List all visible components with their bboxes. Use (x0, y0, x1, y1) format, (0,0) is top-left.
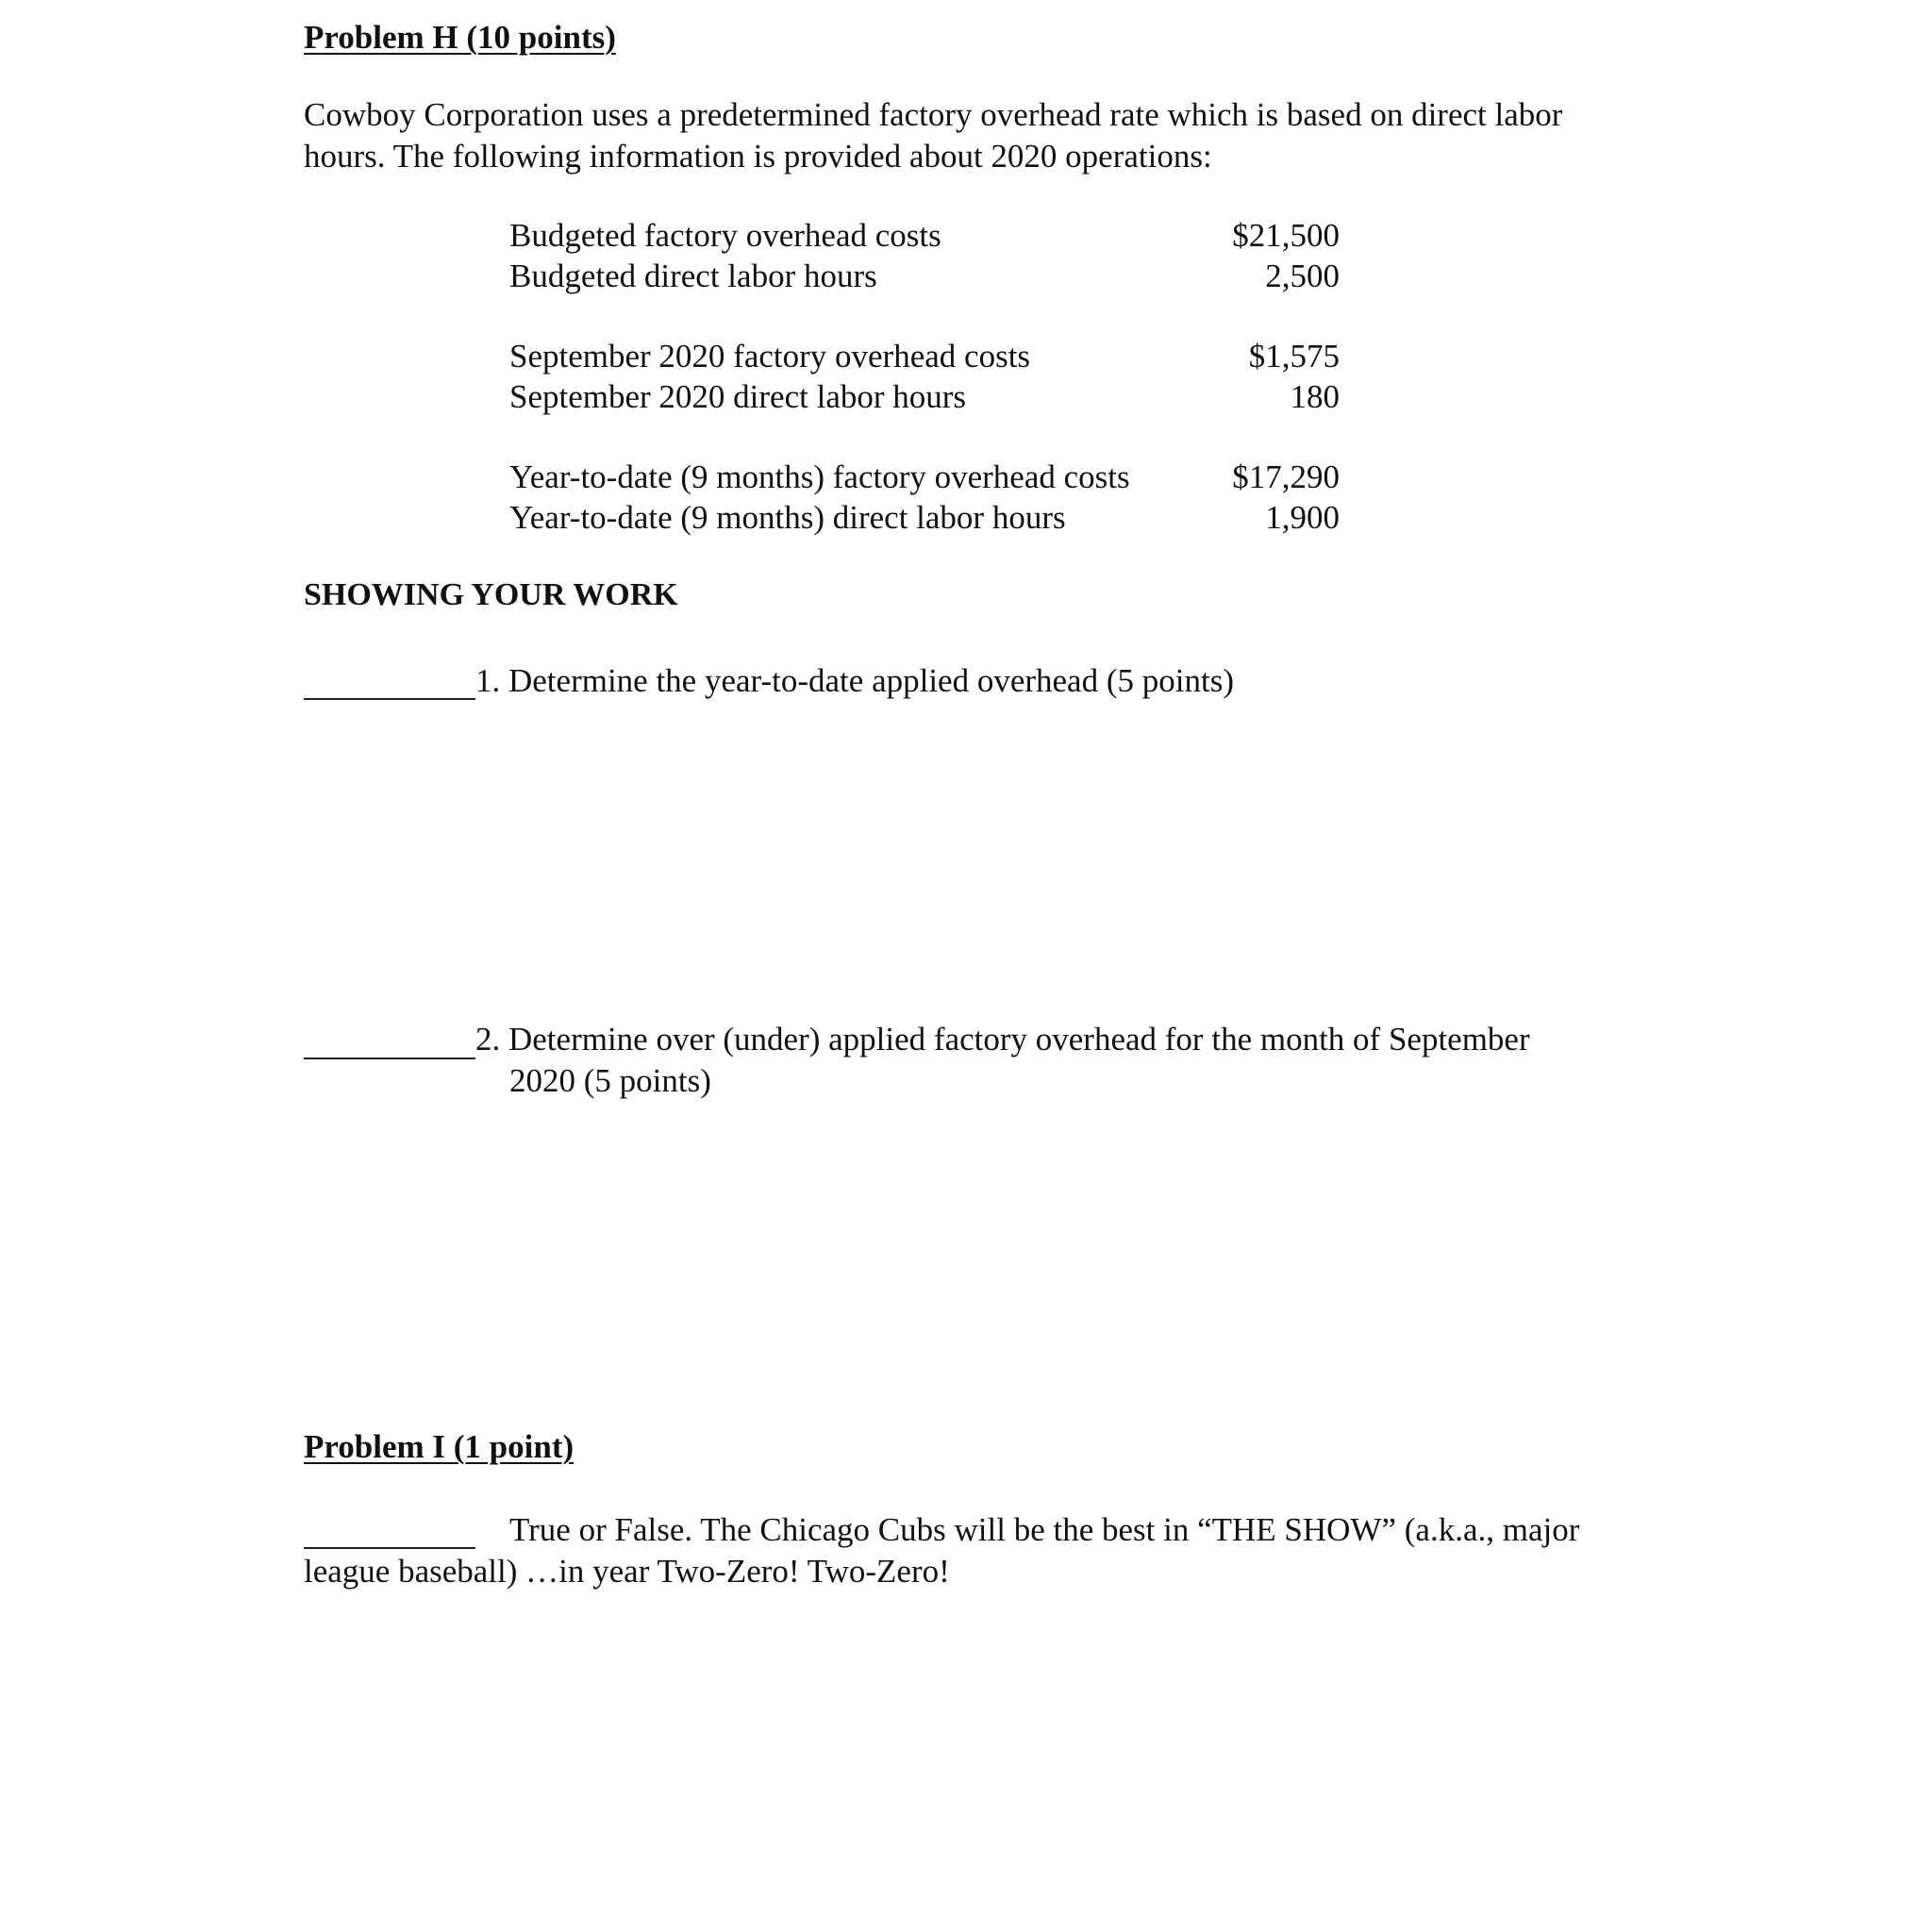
answer-blank-problem-i[interactable] (304, 1547, 475, 1549)
question-1-text: 1. Determine the year-to-date applied overhead (5 points) (475, 662, 1234, 699)
data-label-budgeted-overhead: Budgeted factory overhead costs (509, 217, 941, 254)
data-value-budgeted-overhead: $21,500 (1232, 217, 1340, 254)
data-value-budgeted-hours: 2,500 (1265, 258, 1340, 294)
data-value-ytd-hours: 1,900 (1265, 499, 1340, 536)
data-label-ytd-overhead: Year-to-date (9 months) factory overhead costs (509, 458, 1130, 495)
problem-i-title: Problem I (1 point) (304, 1428, 575, 1465)
answer-blank-q1[interactable] (304, 698, 475, 700)
problem-i-text-line2: league baseball) …in year Two-Zero! Two-Zero! (304, 1553, 950, 1590)
problem-h-intro-line1: Cowboy Corporation uses a predetermined factory overhead rate which is based on direct labor (304, 96, 1563, 133)
data-label-september-overhead: September 2020 factory overhead costs (509, 338, 1031, 375)
problem-h-intro-line2: hours. The following information is provided about 2020 operations: (304, 138, 1212, 175)
question-2-text-line2: 2020 (5 points) (509, 1062, 711, 1099)
answer-blank-q2[interactable] (304, 1058, 475, 1059)
problem-i-text-line1: True or False. The Chicago Cubs will be the best in “THE SHOW” (a.k.a., major (509, 1511, 1580, 1548)
problem-h-title: Problem H (10 points) (304, 19, 616, 56)
data-value-september-overhead: $1,575 (1248, 338, 1340, 375)
data-label-ytd-hours: Year-to-date (9 months) direct labor hours (509, 499, 1066, 536)
showing-work-heading: SHOWING YOUR WORK (304, 577, 678, 612)
question-2-text-line1: 2. Determine over (under) applied factory overhead for the month of September (475, 1021, 1530, 1058)
data-label-september-hours: September 2020 direct labor hours (509, 378, 967, 415)
data-value-ytd-overhead: $17,290 (1232, 458, 1340, 495)
data-label-budgeted-hours: Budgeted direct labor hours (509, 258, 877, 294)
data-value-september-hours: 180 (1290, 378, 1340, 415)
